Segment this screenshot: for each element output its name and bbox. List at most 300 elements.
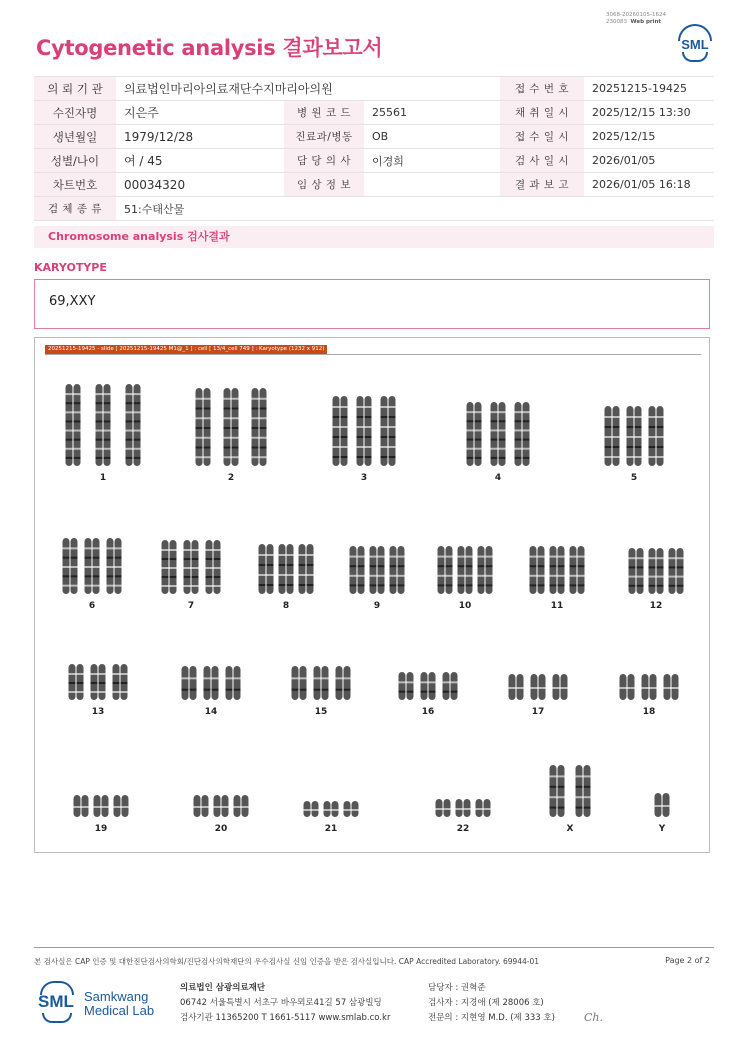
chromosome-band <box>649 585 656 587</box>
chromosome-band <box>259 574 266 576</box>
chromosome-band <box>657 585 664 587</box>
chromosome-band <box>206 576 213 578</box>
chromosome-group-13 <box>69 664 128 717</box>
chromatid <box>558 765 565 817</box>
chromosome-band <box>214 567 221 569</box>
chromosome-band <box>134 402 141 404</box>
chromosome-band <box>66 457 73 459</box>
organization-address: 06742 서울특별시 서초구 바우뫼로41길 57 삼광빌딩 <box>180 998 382 1008</box>
chromosome-band <box>576 775 583 777</box>
chromosome-band <box>370 575 377 577</box>
chromosome-band <box>224 398 231 400</box>
chromosome-band <box>71 566 78 568</box>
chromosome-band <box>226 677 233 679</box>
chromosome-band <box>96 402 103 404</box>
karyogram-image <box>34 337 710 853</box>
chromatid <box>104 384 111 466</box>
chromosome-band <box>558 786 565 788</box>
chromosome-band <box>182 689 189 691</box>
chromosome-band <box>467 448 474 450</box>
chromosome-band <box>232 417 239 419</box>
chromosome-band <box>260 417 267 419</box>
chromosome-group-12 <box>629 548 684 611</box>
chromosome-band <box>458 565 465 567</box>
chromosome-band <box>576 796 583 798</box>
chromosome-band <box>226 689 233 691</box>
requester-label: 의 뢰 기 관 <box>34 77 116 101</box>
chromosome-group-11 <box>530 546 585 611</box>
chromosome-band <box>655 805 662 807</box>
staff-manager: 담당자 : 권혁준 <box>428 983 486 993</box>
chromosome-band <box>184 576 191 578</box>
chromosome-band <box>69 691 76 693</box>
chromosome-band <box>104 402 111 404</box>
chromosome-band <box>113 682 120 684</box>
chromosome-band <box>170 567 177 569</box>
chromosome-band <box>96 393 103 395</box>
chromosome-band <box>421 681 428 683</box>
chromosome-band <box>389 436 396 438</box>
chromosome-band <box>74 439 81 441</box>
chromosome-band <box>381 436 388 438</box>
chromosome-band <box>66 411 73 413</box>
chromosome-band <box>85 557 92 559</box>
chromosome-band <box>214 806 221 808</box>
chromosome-band <box>558 775 565 777</box>
chromosome-band <box>74 806 81 808</box>
chromosome-band <box>71 547 78 549</box>
chromosome-band <box>107 566 114 568</box>
chromosome-group-8 <box>259 544 314 611</box>
chromosome-band <box>637 585 644 587</box>
chromosome-band <box>204 689 211 691</box>
chromosome-label-10: 10 <box>458 601 472 611</box>
chromosome-group-7 <box>162 540 221 611</box>
chromosome-band <box>628 687 635 689</box>
chromosome-band <box>649 557 656 559</box>
chromosome-band <box>214 558 221 560</box>
chromosome-label-17: 17 <box>531 707 545 717</box>
chromosome-band <box>252 447 259 449</box>
chromosome-band <box>71 557 78 559</box>
chromosome-band <box>206 549 213 551</box>
chromatid <box>478 546 485 594</box>
chromatid <box>438 546 445 594</box>
chromosome-band <box>222 806 229 808</box>
chromosome-band <box>104 393 111 395</box>
chromatid <box>584 765 591 817</box>
chromosome-group-22 <box>436 799 491 834</box>
chromosome-band <box>307 584 314 586</box>
chromosome-band <box>82 806 89 808</box>
chromosome-band <box>478 565 485 567</box>
chromosome-band <box>279 564 286 566</box>
section-title: Chromosome analysis 검사결과 <box>34 226 714 248</box>
karyogram-svg <box>35 338 711 854</box>
chromosome-label-16: 16 <box>421 707 435 717</box>
tested-value: 2026/01/05 <box>584 149 714 173</box>
chromatid <box>486 546 493 594</box>
chromosome-band <box>170 585 177 587</box>
chromatid <box>576 765 583 817</box>
chromosome-band <box>85 566 92 568</box>
chromosome-band <box>74 393 81 395</box>
chromosome-band <box>389 426 396 428</box>
chromatid <box>466 546 473 594</box>
chromosome-band <box>561 687 568 689</box>
accreditation-note: 본 검사실은 CAP 인증 및 대한진단검사의학회/진단검사의학재단의 우수검사실 신임 인증을 받은 검사실입니다. CAP Accredited Laboratory. 69944-01 <box>34 957 540 966</box>
chromosome-band <box>620 687 627 689</box>
chromosome-band <box>170 558 177 560</box>
chromosome-label-4: 4 <box>494 473 502 483</box>
chromosome-band <box>299 554 306 556</box>
chromosome-label-8: 8 <box>282 601 290 611</box>
chromosome-band <box>530 584 537 586</box>
chromosome-band <box>232 398 239 400</box>
chromosome-group-16 <box>399 672 458 717</box>
chromosome-band <box>96 457 103 459</box>
chromosome-band <box>629 576 636 578</box>
chromosome-band <box>486 565 493 567</box>
reported-value: 2026/01/05 16:18 <box>584 173 714 197</box>
chromosome-band <box>196 398 203 400</box>
chromosome-band <box>267 554 274 556</box>
chromatid <box>350 546 357 594</box>
chromosome-band <box>162 558 169 560</box>
chromosome-band <box>126 430 133 432</box>
chromosome-band <box>113 691 120 693</box>
chromosome-band <box>627 446 634 448</box>
chromosome-band <box>530 565 537 567</box>
patient-label: 수진자명 <box>34 101 116 125</box>
chromosome-band <box>115 547 122 549</box>
chromosome-band <box>292 677 299 679</box>
chromosome-band <box>613 416 620 418</box>
chromosome-label-21: 21 <box>324 824 338 834</box>
chromosome-band <box>66 439 73 441</box>
chromosome-label-19: 19 <box>94 824 108 834</box>
chromosome-band <box>467 420 474 422</box>
chromosome-band <box>252 437 259 439</box>
chromosome-band <box>649 426 656 428</box>
chromosome-band <box>399 691 406 693</box>
chromatid <box>358 546 365 594</box>
patient-value: 지은주 <box>116 101 284 125</box>
chromosome-band <box>336 677 343 679</box>
chromosome-band <box>192 585 199 587</box>
chromosome-band <box>491 457 498 459</box>
chromosome-band <box>390 584 397 586</box>
chromosome-band <box>63 575 70 577</box>
chromosome-band <box>637 576 644 578</box>
doctor-value: 이경희 <box>364 149 500 173</box>
chromosome-band <box>279 584 286 586</box>
chromosome-band <box>558 584 565 586</box>
chromosome-band <box>491 429 498 431</box>
chromosome-band <box>421 691 428 693</box>
chromosome-band <box>63 566 70 568</box>
chromosome-band <box>650 687 657 689</box>
chromosome-band <box>350 575 357 577</box>
chromosome-band <box>672 687 679 689</box>
chromosome-band <box>121 682 128 684</box>
chromosome-band <box>475 411 482 413</box>
chromosome-band <box>74 402 81 404</box>
chromosome-band <box>162 549 169 551</box>
chromosome-band <box>370 584 377 586</box>
chromosome-band <box>466 565 473 567</box>
chromosome-band <box>85 585 92 587</box>
chromosome-band <box>491 439 498 441</box>
chromosome-group-10 <box>438 546 493 611</box>
chromosome-band <box>451 681 458 683</box>
organization-info <box>180 981 390 1026</box>
chromatid <box>212 666 219 700</box>
chromosome-band <box>657 456 664 458</box>
chromosome-band <box>341 446 348 448</box>
chromosome-band <box>570 556 577 558</box>
chromosome-band <box>558 807 565 809</box>
samkwang-logo-name1: Samkwang <box>84 989 149 1004</box>
requester-value: 의료법인마리아의료재단수지마리아의원 <box>116 77 500 101</box>
chromosome-label-11: 11 <box>550 601 564 611</box>
chromosome-band <box>307 554 314 556</box>
chromosome-band <box>66 420 73 422</box>
chromosome-band <box>478 575 485 577</box>
chromosome-band <box>333 446 340 448</box>
chromosome-band <box>322 677 329 679</box>
chromosome-band <box>134 448 141 450</box>
chromatid <box>134 384 141 466</box>
chromatid <box>390 546 397 594</box>
chromosome-band <box>299 574 306 576</box>
chromosome-band <box>584 775 591 777</box>
chromosome-band <box>66 393 73 395</box>
collected-label: 채 취 일 시 <box>500 101 584 125</box>
chromosome-band <box>358 575 365 577</box>
chromosome-band <box>669 585 676 587</box>
chromosome-band <box>446 565 453 567</box>
chromatid <box>558 546 565 594</box>
chromosome-band <box>287 584 294 586</box>
karyogram-caption: 20251215-19425 - slide [ 20251215-19425 M1@_1 ] : cell [ 13/4_cell 749 ] : Karyotype (1232 x 912) <box>45 345 327 354</box>
chromosome-band <box>126 439 133 441</box>
chromosome-band <box>260 437 267 439</box>
chromosome-band <box>499 429 506 431</box>
chromosome-band <box>458 575 465 577</box>
chromatid <box>570 546 577 594</box>
chromosome-band <box>224 408 231 410</box>
document-code-line1: 3068-20260105-1624 <box>606 12 666 18</box>
chromosome-label-3: 3 <box>360 473 368 483</box>
chromosome-band <box>212 689 219 691</box>
chromosome-band <box>370 565 377 567</box>
chromosome-band <box>499 420 506 422</box>
chromosome-band <box>194 806 201 808</box>
chromosome-band <box>389 416 396 418</box>
samkwang-logo-name2: Medical Lab <box>84 1003 155 1018</box>
chromosome-band <box>436 808 443 810</box>
chromosome-band <box>378 556 385 558</box>
chromosome-band <box>605 446 612 448</box>
chromosome-band <box>381 416 388 418</box>
chromatid <box>287 544 294 594</box>
chromatid <box>74 384 81 466</box>
chromosome-band <box>365 426 372 428</box>
chromatid <box>550 546 557 594</box>
table-row <box>34 101 714 125</box>
chromosome-band <box>206 567 213 569</box>
chromosome-band <box>576 807 583 809</box>
chromosome-band <box>333 436 340 438</box>
chromosome-band <box>357 416 364 418</box>
chromosome-band <box>107 575 114 577</box>
chromosome-band <box>578 575 585 577</box>
chromosome-band <box>486 556 493 558</box>
chromosome-label-2: 2 <box>227 473 235 483</box>
chromosome-band <box>104 448 111 450</box>
web-print-label: Web print <box>630 19 662 25</box>
chromosome-band <box>234 677 241 679</box>
chromosome-band <box>259 584 266 586</box>
chromosome-band <box>649 416 656 418</box>
chromosome-band <box>66 402 73 404</box>
chromosome-band <box>365 456 372 458</box>
chromosome-band <box>224 437 231 439</box>
chromosome-band <box>466 575 473 577</box>
dept-label: 진료과/병동 <box>284 125 364 149</box>
samkwang-logo-mark: SML <box>38 992 74 1011</box>
chromatid <box>344 666 351 700</box>
chromosome-band <box>550 565 557 567</box>
sex-age-label: 성별/나이 <box>34 149 116 173</box>
chromosome-band <box>429 681 436 683</box>
chromosome-band <box>558 796 565 798</box>
chromosome-band <box>538 584 545 586</box>
chromosome-band <box>635 446 642 448</box>
chromosome-band <box>558 565 565 567</box>
chromosome-band <box>365 446 372 448</box>
chromatid <box>204 666 211 700</box>
organization-name: 의료법인 삼광의료재단 <box>180 983 266 993</box>
chromosome-band <box>558 556 565 558</box>
chromosome-band <box>663 805 670 807</box>
specimen-label: 검 체 종 류 <box>34 197 116 221</box>
chromosome-band <box>438 575 445 577</box>
chromosome-band <box>381 406 388 408</box>
chromosome-band <box>107 557 114 559</box>
chromosome-band <box>389 456 396 458</box>
chromosome-band <box>107 547 114 549</box>
chromosome-band <box>91 691 98 693</box>
hospital-code-value: 25561 <box>364 101 500 125</box>
chromosome-band <box>584 786 591 788</box>
chromosome-band <box>184 549 191 551</box>
chromosome-band <box>71 585 78 587</box>
chromosome-band <box>126 411 133 413</box>
chromosome-band <box>576 786 583 788</box>
chromatid <box>267 544 274 594</box>
chromosome-band <box>102 806 109 808</box>
chromosome-band <box>63 585 70 587</box>
chromosome-band <box>390 565 397 567</box>
chromosome-group-17 <box>509 674 568 717</box>
chromosome-band <box>292 689 299 691</box>
report-title: Cytogenetic analysis 결과보고서 <box>36 36 383 60</box>
chromosome-label-12: 12 <box>649 601 663 611</box>
chromatid <box>190 666 197 700</box>
chromosome-band <box>517 687 524 689</box>
chromosome-band <box>657 566 664 568</box>
chromosome-band <box>232 447 239 449</box>
chromosome-band <box>299 564 306 566</box>
chromosome-band <box>370 556 377 558</box>
chromosome-band <box>657 426 664 428</box>
chromosome-band <box>93 547 100 549</box>
tested-label: 검 사 일 시 <box>500 149 584 173</box>
chromosome-band <box>196 447 203 449</box>
chromosome-band <box>134 420 141 422</box>
chromosome-band <box>635 416 642 418</box>
chromosome-band <box>613 426 620 428</box>
chromosome-band <box>77 673 84 675</box>
chromosome-band <box>192 567 199 569</box>
chromosome-band <box>389 446 396 448</box>
chromosome-band <box>93 557 100 559</box>
chromatid <box>530 546 537 594</box>
chromosome-band <box>196 437 203 439</box>
chromosome-band <box>550 807 557 809</box>
dob-value: 1979/12/28 <box>116 125 284 149</box>
chromosome-band <box>196 427 203 429</box>
chromosome-band <box>104 439 111 441</box>
chromosome-band <box>314 689 321 691</box>
chromatid <box>458 546 465 594</box>
staff-info <box>428 981 555 1026</box>
chromosome-band <box>341 456 348 458</box>
chromatid <box>292 666 299 700</box>
chromosome-group-1 <box>66 384 141 483</box>
chromosome-band <box>336 689 343 691</box>
chromosome-band <box>307 574 314 576</box>
chromosome-band <box>252 398 259 400</box>
chart-value: 00034320 <box>116 173 284 197</box>
chromosome-band <box>491 420 498 422</box>
chromosome-label-7: 7 <box>187 601 195 611</box>
chromosome-band <box>93 566 100 568</box>
chromosome-band <box>515 439 522 441</box>
chromosome-band <box>467 411 474 413</box>
chromosome-band <box>206 558 213 560</box>
chromosome-group-2 <box>196 388 267 483</box>
chromosome-band <box>446 575 453 577</box>
chromosome-band <box>204 437 211 439</box>
chromatid <box>429 672 436 700</box>
chromosome-band <box>104 457 111 459</box>
chromosome-band <box>121 673 128 675</box>
chromosome-label-6: 6 <box>88 601 96 611</box>
chromosome-band <box>162 585 169 587</box>
chromosome-band <box>523 448 530 450</box>
chromosome-band <box>96 411 103 413</box>
chromosome-band <box>182 677 189 679</box>
chromosome-band <box>134 393 141 395</box>
chromosome-band <box>398 584 405 586</box>
doctor-label: 담 당 의 사 <box>284 149 364 173</box>
chromosome-band <box>657 436 664 438</box>
chromosome-band <box>63 547 70 549</box>
chromosome-band <box>115 557 122 559</box>
